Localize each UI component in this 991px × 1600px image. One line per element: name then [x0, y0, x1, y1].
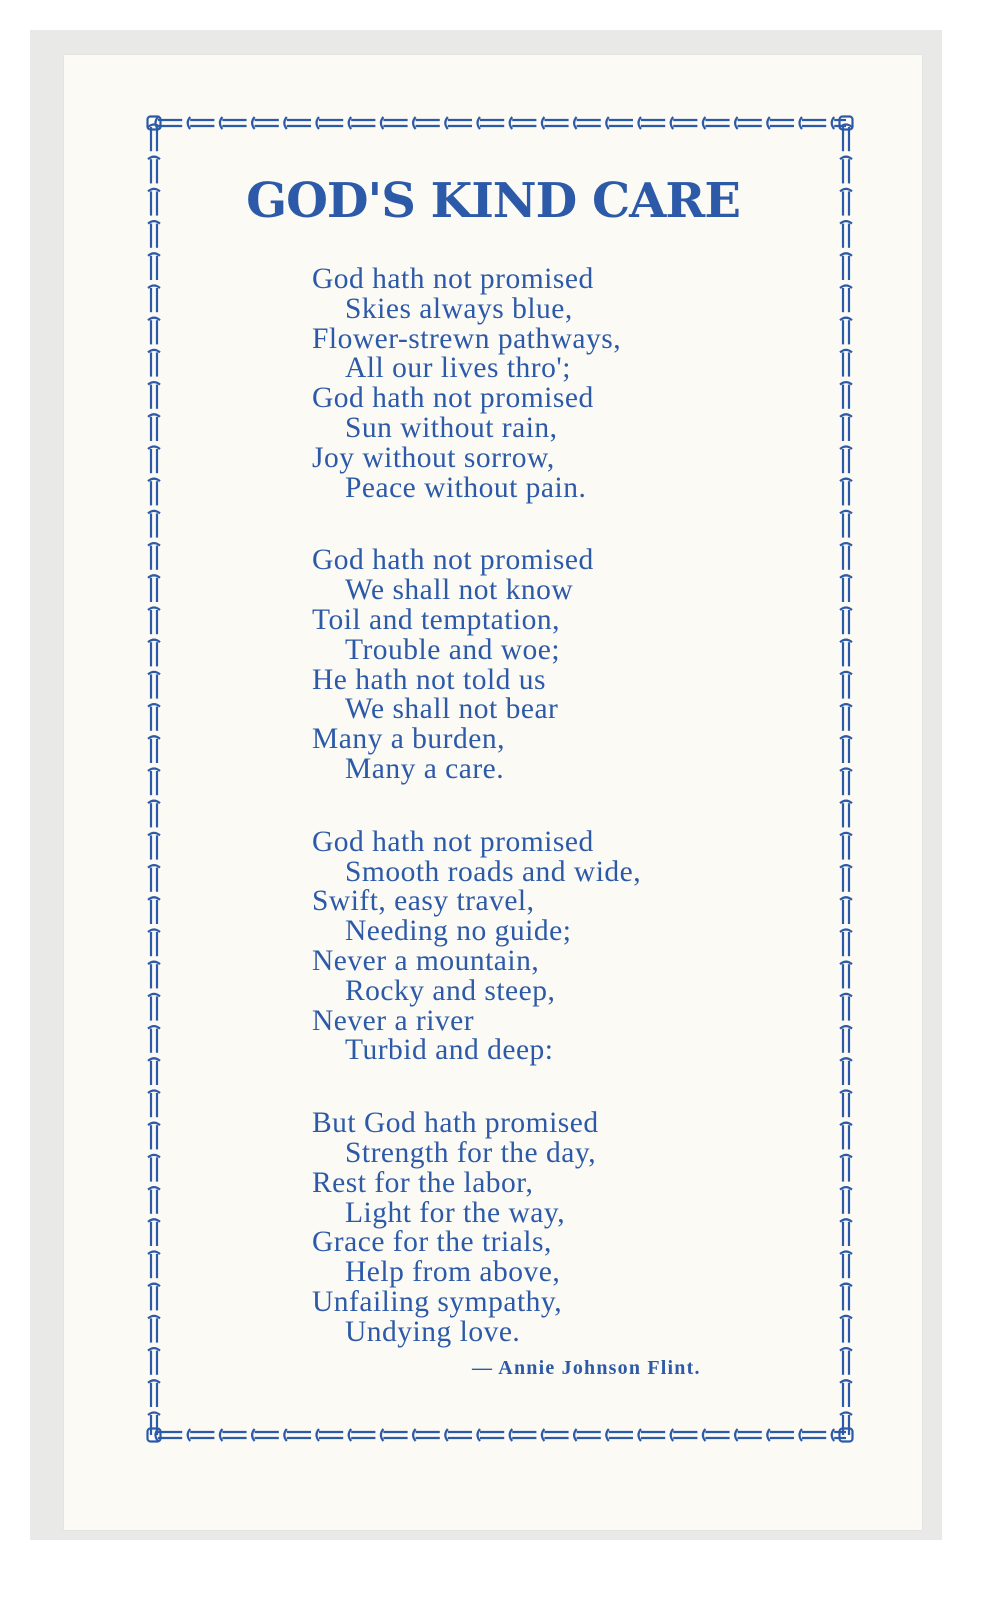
- poem-line: Rocky and steep,: [345, 974, 556, 1007]
- poem-line: Smooth roads and wide,: [345, 855, 642, 888]
- poem-line: God hath not promised: [312, 544, 594, 577]
- poem-line: But God hath promised: [312, 1107, 599, 1140]
- poem-line: Flower-strewn pathways,: [312, 322, 622, 355]
- poem-line: He hath not told us: [312, 663, 547, 696]
- poem-line: Trouble and woe;: [345, 633, 561, 666]
- stanza-4: [312, 1109, 641, 1347]
- poem-attribution: — Annie Johnson Flint.: [472, 1357, 701, 1379]
- poem-line: Rest for the labor,: [312, 1166, 534, 1199]
- poem-line: God hath not promised: [312, 382, 594, 415]
- poem-line: God hath not promised: [312, 825, 594, 858]
- poem-line: Never a mountain,: [312, 944, 540, 977]
- poem-line: Toil and temptation,: [312, 603, 560, 636]
- poem-body: [312, 265, 641, 1348]
- stanza-2: [312, 546, 641, 784]
- poem-line: Peace without pain.: [345, 471, 587, 504]
- poem-line: God hath not promised: [312, 263, 594, 295]
- poem-line: Strength for the day,: [345, 1136, 597, 1169]
- poem-line: Many a care.: [345, 752, 505, 785]
- poem-line: Unfailing sympathy,: [312, 1285, 563, 1318]
- poem-card: [64, 55, 922, 1530]
- poem-line: Turbid and deep:: [345, 1034, 554, 1067]
- poem-line: Swift, easy travel,: [312, 885, 535, 918]
- poem-line: Joy without sorrow,: [312, 441, 555, 474]
- poem-line: Skies always blue,: [345, 292, 573, 325]
- poem-line: Undying love.: [345, 1315, 521, 1348]
- poem-line: Grace for the trials,: [312, 1226, 552, 1259]
- poem-line: We shall not bear: [345, 693, 559, 726]
- poem-line: Never a river: [312, 1004, 475, 1037]
- poem-line: Needing no guide;: [345, 915, 572, 948]
- poem-title: GOD'S KIND CARE: [246, 173, 740, 229]
- stanza-1: [312, 265, 641, 503]
- poem-line: Sun without rain,: [345, 411, 558, 444]
- poem-line: Light for the way,: [345, 1196, 566, 1229]
- stanza-3: [312, 825, 642, 1067]
- poem-line: We shall not know: [345, 574, 574, 607]
- poem-line: All our lives thro';: [345, 352, 571, 385]
- poem-line: Many a burden,: [312, 723, 505, 756]
- poem-line: Help from above,: [345, 1256, 561, 1289]
